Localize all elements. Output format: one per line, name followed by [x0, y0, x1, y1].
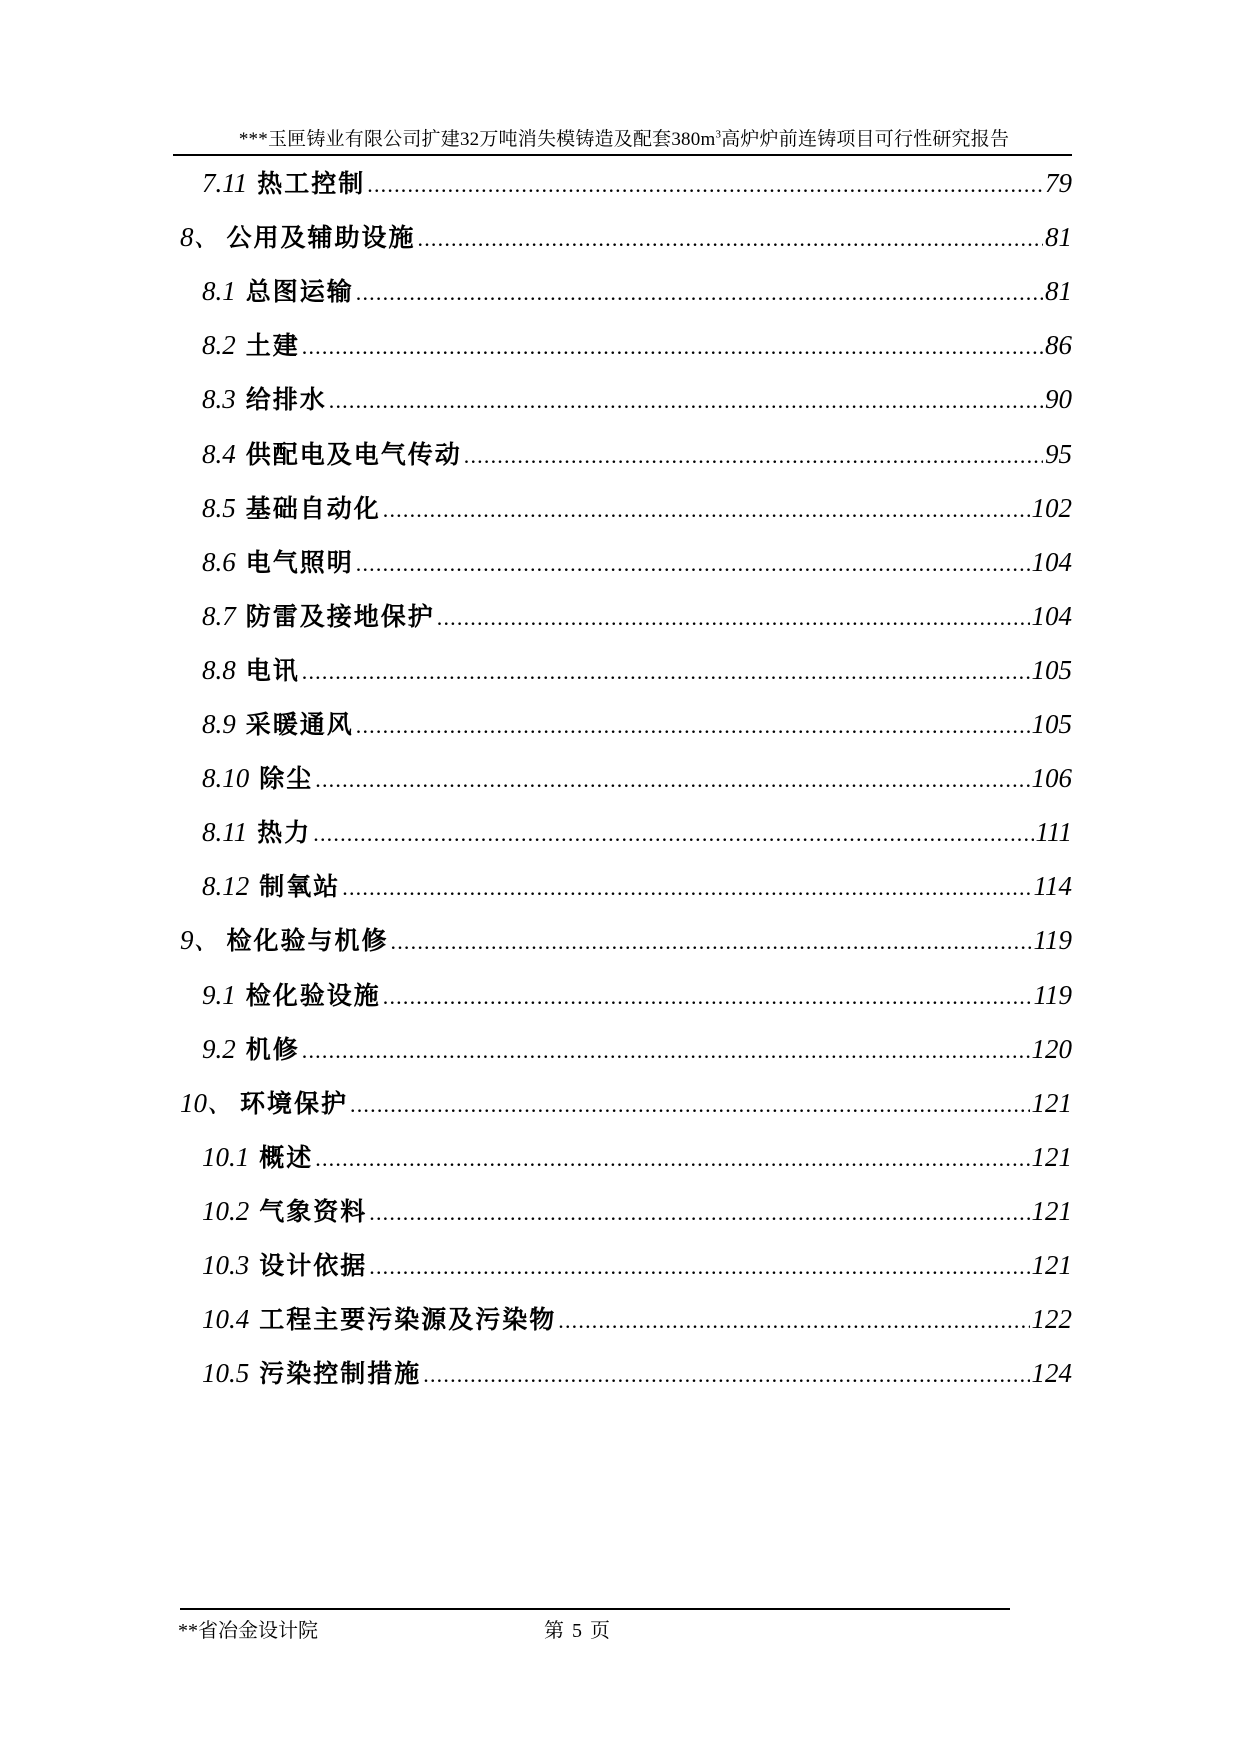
toc-entry[interactable]: [202, 596, 1072, 636]
toc-entry[interactable]: [180, 217, 1072, 257]
toc-entry-number: 8.11: [202, 817, 248, 847]
toc-entry-number: 8.1: [202, 276, 236, 306]
toc-dot-leader: [369, 1247, 1029, 1287]
toc-entry-page: 105: [1031, 655, 1072, 685]
toc-entry[interactable]: [202, 866, 1072, 906]
toc-entry[interactable]: [202, 1191, 1072, 1231]
toc-entry-page: 90: [1045, 384, 1072, 414]
toc-entry-number: 8.3: [202, 384, 236, 414]
toc-entry-page: 121: [1031, 1196, 1072, 1226]
toc-entry-title: 采暖通风: [245, 710, 354, 739]
toc-dot-leader: [315, 760, 1029, 800]
toc-entry-page: 121: [1031, 1088, 1072, 1118]
toc-entry-title: 环境保护: [240, 1089, 349, 1118]
toc-entry[interactable]: [202, 163, 1072, 203]
toc-entry-page: 121: [1031, 1250, 1072, 1280]
toc-entry-title: 检化验与机修: [226, 926, 389, 955]
toc-entry-page: 104: [1031, 547, 1072, 577]
toc-entry-title: 防雷及接地保护: [245, 602, 435, 631]
toc-dot-leader: [350, 1085, 1029, 1125]
toc-dot-leader: [315, 1139, 1029, 1179]
toc-dot-leader: [423, 1355, 1029, 1395]
toc-entry[interactable]: [202, 1353, 1072, 1393]
toc-dot-leader: [383, 977, 1032, 1017]
toc-dot-leader: [369, 1193, 1029, 1233]
header-title-prefix: ***玉匣铸业有限公司扩建32万吨消失模铸造及配套380m: [238, 129, 716, 150]
toc-entry-page: 119: [1033, 980, 1072, 1010]
toc-entry[interactable]: [202, 975, 1072, 1015]
toc-entry-title: 土建: [245, 331, 300, 360]
toc-entry-title: 机修: [245, 1035, 300, 1064]
toc-entry-number: 8.6: [202, 547, 236, 577]
header-title-superscript: 3: [715, 128, 722, 141]
footer-organization: **省冶金设计院: [178, 1620, 318, 1642]
toc-entry-title: 热力: [257, 818, 312, 847]
toc-entry-number: 9.2: [202, 1034, 236, 1064]
toc-entry-page: 122: [1031, 1304, 1072, 1334]
toc-entry-title: 总图运输: [245, 277, 354, 306]
toc-entry-page: 81: [1045, 276, 1072, 306]
toc-entry[interactable]: [180, 920, 1072, 960]
toc-entry[interactable]: [202, 1245, 1072, 1285]
toc-entry-number: 10.5: [202, 1358, 250, 1388]
toc-entry-number: 10.4: [202, 1304, 250, 1334]
footer-page-indicator: [540, 1614, 614, 1643]
toc-entry-number: 8.2: [202, 330, 236, 360]
toc-entry-title: 制氧站: [259, 872, 341, 901]
toc-entry-title: 除尘: [259, 764, 314, 793]
toc-entry[interactable]: [202, 1029, 1072, 1069]
toc-dot-leader: [367, 165, 1043, 205]
toc-entry[interactable]: [202, 434, 1072, 474]
toc-entry-title: 电讯: [245, 656, 300, 685]
toc-entry-number: 10.2: [202, 1196, 250, 1226]
toc-entry[interactable]: [202, 758, 1072, 798]
toc-entry-number: 8.12: [202, 871, 250, 901]
toc-entry-number: 10.1: [202, 1142, 250, 1172]
toc-entry[interactable]: [180, 1083, 1072, 1123]
toc-entry[interactable]: [202, 650, 1072, 690]
toc-entry[interactable]: [202, 488, 1072, 528]
toc-dot-leader: [313, 814, 1033, 854]
toc-entry-page: 81: [1045, 222, 1072, 252]
toc-entry-page: 114: [1033, 871, 1072, 901]
toc-entry[interactable]: [202, 1137, 1072, 1177]
toc-entry-number: 8.5: [202, 493, 236, 523]
toc-entry-title: 热工控制: [257, 169, 366, 198]
toc-entry-title: 设计依据: [259, 1251, 368, 1280]
toc-entry-page: 111: [1035, 817, 1072, 847]
footer-divider: [180, 1608, 1010, 1610]
toc-dot-leader: [302, 1031, 1030, 1071]
toc-entry-title: 工程主要污染源及污染物: [259, 1305, 557, 1334]
toc-entry-title: 基础自动化: [245, 494, 381, 523]
toc-entry-title: 电气照明: [245, 548, 354, 577]
footer-page-suffix: 页: [590, 1620, 610, 1642]
toc-entry-title: 污染控制措施: [259, 1359, 422, 1388]
footer-page-prefix: 第: [544, 1620, 564, 1642]
toc-entry-number: 8.10: [202, 763, 250, 793]
toc-entry-page: 124: [1031, 1358, 1072, 1388]
toc-entry-page: 95: [1045, 439, 1072, 469]
toc-entry-page: 121: [1031, 1142, 1072, 1172]
toc-entry-number: 9.1: [202, 980, 236, 1010]
toc-entry-number: 9、: [180, 925, 221, 955]
toc-entry[interactable]: [202, 1299, 1072, 1339]
toc-dot-leader: [356, 706, 1030, 746]
toc-dot-leader: [356, 273, 1043, 313]
toc-entry-page: 104: [1031, 601, 1072, 631]
toc-dot-leader: [558, 1301, 1029, 1341]
toc-entry-title: 气象资料: [259, 1197, 368, 1226]
toc-dot-leader: [302, 652, 1030, 692]
toc-dot-leader: [437, 598, 1030, 638]
toc-dot-leader: [418, 219, 1043, 259]
toc-dot-leader: [391, 922, 1032, 962]
footer-page-number: 5: [572, 1620, 582, 1642]
toc-entry[interactable]: [202, 325, 1072, 365]
toc-entry-title: 检化验设施: [245, 981, 381, 1010]
toc-dot-leader: [302, 327, 1043, 367]
toc-entry-page: 120: [1031, 1034, 1072, 1064]
toc-dot-leader: [329, 381, 1043, 421]
toc-dot-leader: [356, 544, 1030, 584]
toc-entry-title: 供配电及电气传动: [245, 440, 462, 469]
toc-entry[interactable]: [202, 704, 1072, 744]
toc-entry-number: 8.7: [202, 601, 236, 631]
toc-entry-page: 105: [1031, 709, 1072, 739]
toc-entry[interactable]: [202, 379, 1072, 419]
toc-dot-leader: [464, 436, 1043, 476]
toc-entry-number: 8.9: [202, 709, 236, 739]
toc-dot-leader: [342, 868, 1031, 908]
toc-entry-number: 10.3: [202, 1250, 250, 1280]
toc-entry-title: 概述: [259, 1143, 314, 1172]
toc-entry-number: 7.11: [202, 168, 248, 198]
header-title-suffix: 高炉炉前连铸项目可行性研究报告: [721, 129, 1010, 150]
toc-dot-leader: [383, 490, 1030, 530]
toc-entry-number: 10、: [180, 1088, 234, 1118]
toc-entry-number: 8、: [180, 222, 221, 252]
toc-entry[interactable]: [202, 271, 1072, 311]
toc-entry-title: 公用及辅助设施: [226, 223, 416, 252]
toc-entry-title: 给排水: [245, 385, 327, 414]
toc-entry-number: 8.4: [202, 439, 236, 469]
toc-entry-page: 106: [1031, 763, 1072, 793]
toc-entry[interactable]: [202, 542, 1072, 582]
toc-entry-page: 102: [1031, 493, 1072, 523]
toc-entry-number: 8.8: [202, 655, 236, 685]
toc-entry[interactable]: [202, 812, 1072, 852]
toc-entry-page: 119: [1033, 925, 1072, 955]
toc-entry-page: 86: [1045, 330, 1072, 360]
toc-entry-page: 79: [1045, 168, 1072, 198]
